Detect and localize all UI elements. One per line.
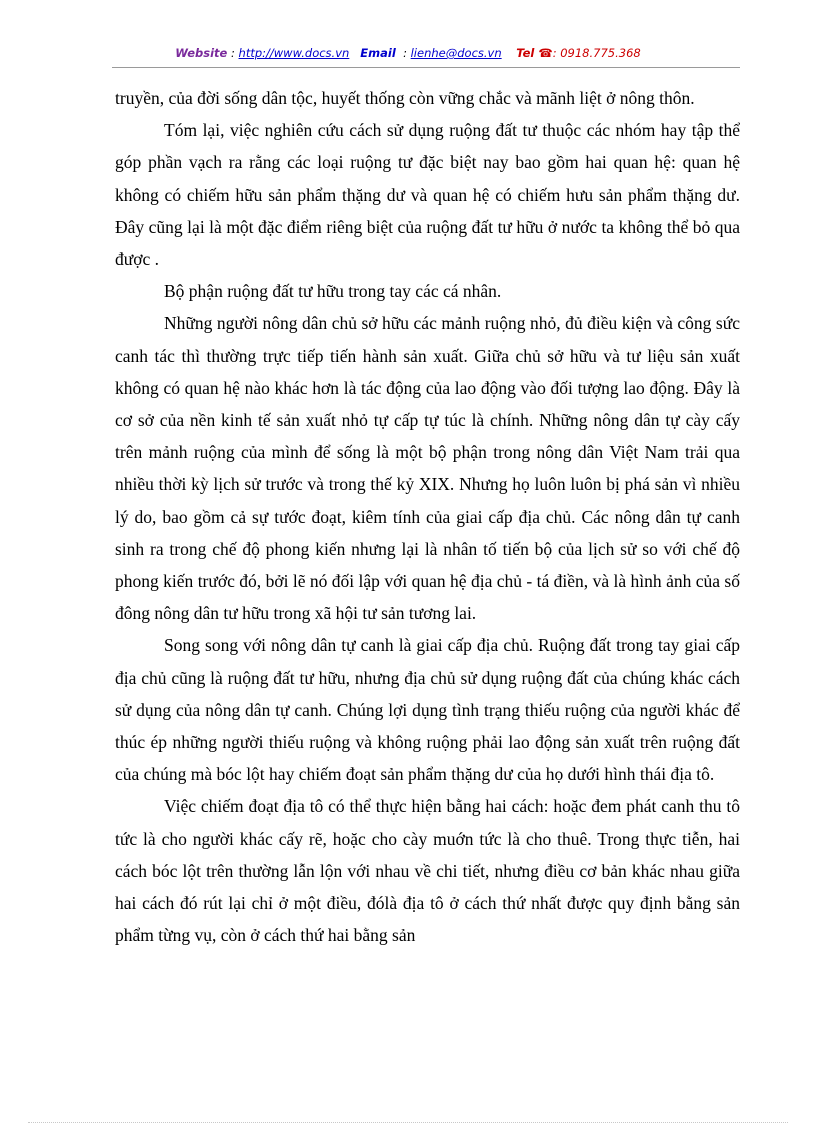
header-divider [112,67,740,68]
paragraph-heading: Bộ phận ruộng đất tư hữu trong tay các cá nhân. [164,281,502,302]
website-label: Website [175,46,228,60]
paragraph-continuation: truyền, của đời sống dân tộc, huyết thống còn vững chắc và mãnh liệt ở nông thôn. [115,88,695,108]
paragraph: Song song với nông dân tự canh là giai cấp địa chủ. Ruộng đất trong tay giai cấp địa chủ cũng là ruộng đất tư hữu, nhưng địa chủ sử dụng ruộng đất của chúng khác cách sử dụng của nông dân tự canh. Chúng lợi dụng tình trạng thiếu ruộng của người khác để thúc ép những người thiếu ruộng và không ruộng phải lao động sản xuất trên ruộng đất của chúng mà bóc lột hay chiếm đoạt sản phẩm thặng dư của họ dưới hình thái địa tô. [115,635,740,785]
website-colon: : [231,46,235,60]
tel-label: Tel ☎ [516,46,553,60]
paragraph: Tóm lại, việc nghiên cứu cách sử dụng ruộng đất tư thuộc các nhóm hay tập thể góp phần vạch ra rằng các loại ruộng tư đặc biệt nay bao gồm hai quan hệ: quan hệ không có chiếm hữu sản phẩm thặng dư và quan hệ có chiếm hưu sản phẩm thặng dư. Đây cũng lại là một đặc điểm riêng biệt của ruộng đất tư hữu ở nước ta không thể bỏ qua được . [115,120,740,270]
document-body [115,82,740,951]
paragraph: Việc chiếm đoạt địa tô có thể thực hiện bằng hai cách: hoặc đem phát canh thu tô tức là cho người khác cấy rẽ, hoặc cho cày muớn tức là cho thuê. Trong thực tiễn, hai cách bóc lột trên thường lẫn lộn với nhau về chi tiết, nhưng điều cơ bản khác nhau giữa hai cách đó rút lại chỉ ở một điều, đólà địa tô ở cách thứ nhất được quy định bằng sản phẩm từng vụ, còn ở cách thứ hai bằng sản [115,796,740,946]
page-header [0,46,816,60]
tel-colon: : [552,46,557,60]
website-link[interactable]: http://www.docs.vn [238,46,350,60]
email-label: Email [360,46,396,60]
paragraph: Những người nông dân chủ sở hữu các mảnh ruộng nhỏ, đủ điều kiện và công sức canh tác thì thường trực tiếp tiến hành sản xuất. Giữa chủ sở hữu và tư liệu sản xuất không có quan hệ nào khác hơn là tác động của lao động vào đối tượng lao động. Đây là cơ sở của nền kinh tế sản xuất nhỏ tự cấp tự túc là chính. Những nông dân tự cày cấy trên mảnh ruộng của mình để sống là một bộ phận trong nông dân Việt Nam trải qua nhiều thời kỳ lịch sử trước và trong thế kỷ XIX. Nhưng họ luôn luôn bị phá sản vì nhiều lý do, bao gồm cả sự tước đoạt, kiêm tính của giai cấp địa chủ. Các nông dân tự canh sinh ra trong chế độ phong kiến nhưng lại là nhân tố tiến bộ của lịch sử so với chế độ phong kiến trước đó, bởi lẽ nó đối lập với quan hệ địa chủ - tá điền, và là hình ảnh của số đông nông dân tư hữu trong xã hội tư sản tương lai. [115,313,740,624]
email-link[interactable]: lienhe@docs.vn [410,46,502,60]
email-colon: : [403,46,407,60]
tel-number: 0918.775.368 [560,46,641,60]
